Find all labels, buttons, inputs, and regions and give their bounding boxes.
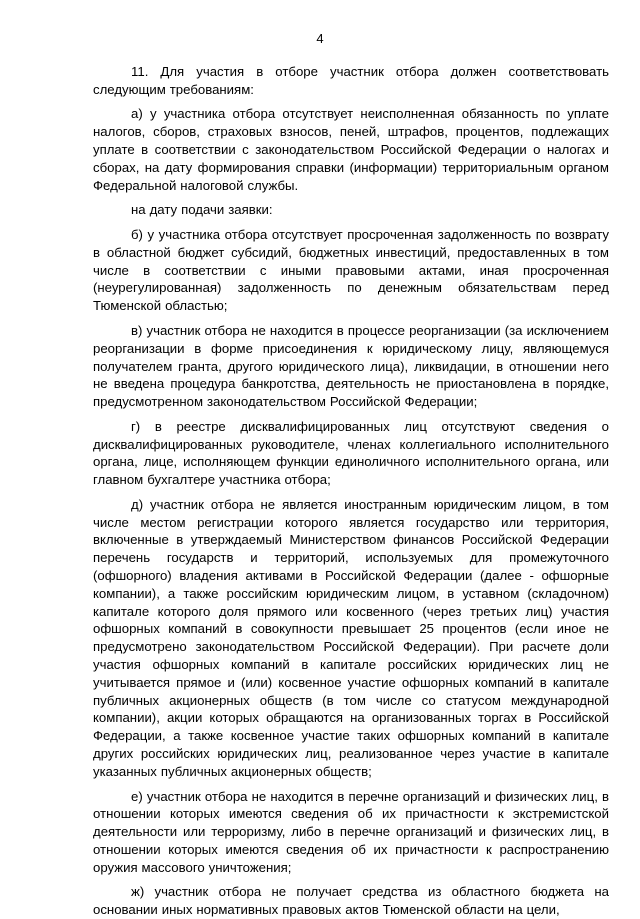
paragraph-application-date: на дату подачи заявки: bbox=[131, 202, 273, 218]
paragraph-item-g: г) в реестре дисквалифицированных лиц отсутствуют сведения о дисквалифицированных руководителе, членах коллегиального исполнительного органа, лице, исполняющем функции единоличного исполнительного органа, или главном бухгалтере участника отбора; bbox=[93, 418, 609, 488]
paragraph-item-v: в) участник отбора не находится в процессе реорганизации (за исключением реорганизации в форме присоединения к юридическому лицу, являющемуся получателем гранта, другого юридического лица), ликвидации, в отношении него не введена процедура банкротства, деятельность не приостановлена в порядке, предусмотренном законодательством Российской Федерации; bbox=[93, 322, 609, 410]
paragraph-item-e: е) участник отбора не находится в перечне организаций и физических лиц, в отношении которых имеются сведения об их причастности к экстремистской деятельности или терроризму, либо в перечне организаций и физических лиц, в отношении которых имеются сведения об их причастности к распространению оружия массового уничтожения; bbox=[93, 788, 609, 875]
paragraph-item-d: д) участник отбора не является иностранным юридическим лицом, в том числе местом регистрации которого является государство или территория, включенные в утверждаемый Министерством финансов Российской Федерации перечень государств и территорий, используемых для промежуточного (офшорного) владения активами в Российской Федерации (далее - офшорные компании), а также российским юридическим лицом, в уставном (складочном) капитале которого доля прямого или косвенного (через третьих лиц) участия офшорных компаний в совокупности превышает 25 процентов (если иное не предусмотрено законодательством Российской Федерации). При расчете доли участия офшорных компаний в капитале российских юридических лиц не учитывается прямое и (или) косвенное участие офшорных компаний в капитале публичных акционерных обществ (в том числе со статусом международной компании), акции которых обращаются на организованных торгах в Российской Федерации, а также косвенное участие таких офшорных компаний в капитале других российских юридических лиц, реализованное через участие в капитале указанных публичных акционерных обществ; bbox=[93, 496, 609, 779]
page-number: 4 bbox=[316, 31, 324, 46]
paragraph-item-zh: ж) участник отбора не получает средства из областного бюджета на основании иных нормативных правовых актов Тюменской области на цели, bbox=[93, 884, 609, 918]
paragraph-item-a: а) у участника отбора отсутствует неисполненная обязанность по уплате налогов, сборов, страховых взносов, пеней, штрафов, процентов, подлежащих уплате в соответствии с законодательством Российской Федерации о налогах и сборах, на дату формирования справки (информации) территориальным органом Федеральной налоговой службы. bbox=[93, 106, 609, 193]
paragraph-requirements-intro: 11. Для участия в отборе участник отбора должен соответствовать следующим требованиям: bbox=[93, 64, 609, 97]
document-body bbox=[93, 63, 609, 919]
paragraph-item-b: б) у участника отбора отсутствует просроченная задолженность по возврату в областной бюджет субсидий, бюджетных инвестиций, предоставленных в том числе в соответствии с иными правовыми актами, иная просроченная (неурегулированная) задолженность по денежным обязательствам перед Тюменской областью; bbox=[93, 227, 609, 314]
